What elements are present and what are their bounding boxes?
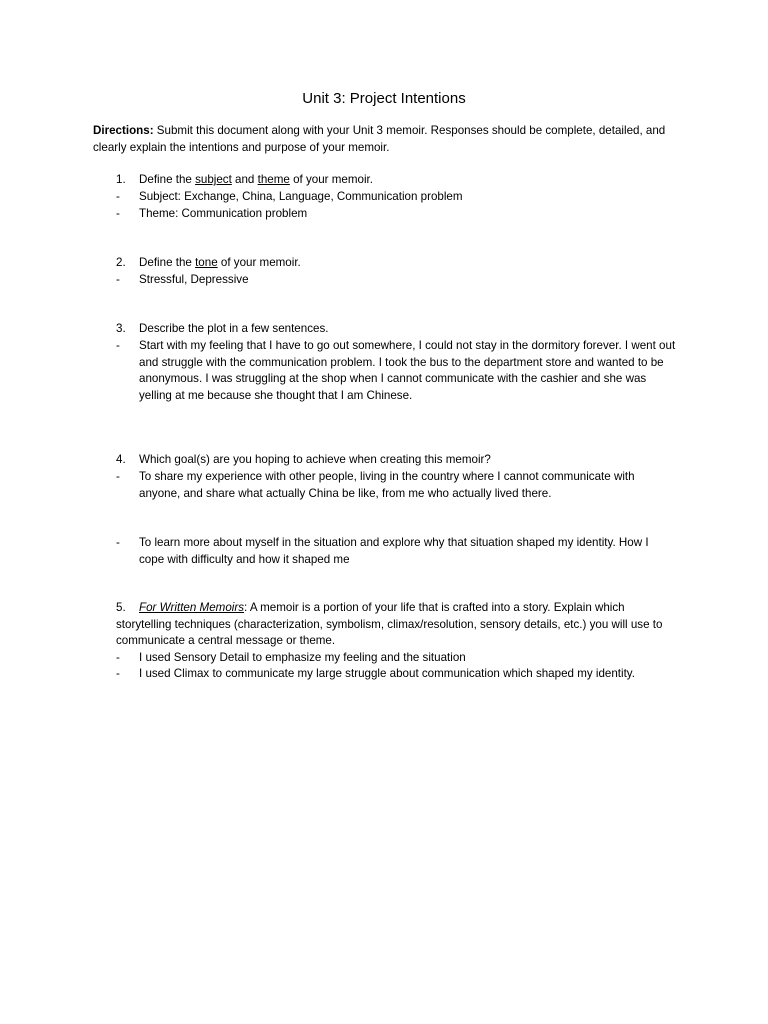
bullet-dash: - [116,536,120,549]
bullet-dash: - [116,470,120,483]
italic-label: For Written Memoirs [139,601,244,614]
question-text: of your memoir. [217,256,301,269]
answer-item [116,469,676,502]
bullet-dash: - [116,339,120,352]
question-text: Which goal(s) are you hoping to achieve when creating this memoir? [139,453,491,466]
answer-item [116,666,676,683]
question-text: of your memoir. [289,173,373,186]
question-text: and [231,173,258,186]
question-number: 5. [116,601,126,614]
answer-text: I used Climax to communicate my large struggle about communication which shaped my identity. [139,667,635,680]
question-number: 1. [116,173,126,186]
question-number: 4. [116,453,126,466]
question-number: 3. [116,322,126,335]
question-number: 2. [116,256,126,269]
question-text: A memoir is a portion of your life that is crafted into a story. Explain which storytelling techniques (characterization, symbolism, climax/resolution, sensory details, etc.) you will use to communicate a central message or theme. [116,601,663,648]
answer-text: Subject: Exchange, China, Language, Communication problem [139,190,463,203]
underlined-term-tone: tone [195,256,218,269]
underlined-term-theme: theme [257,173,290,186]
answer-item [116,535,676,568]
bullet-dash: - [116,190,120,203]
answer-text: I used Sensory Detail to emphasize my feeling and the situation [139,651,466,664]
answer-text: Stressful, Depressive [139,273,249,286]
bullet-dash: - [116,207,120,220]
question-4 [116,452,676,469]
page-title: Unit 3: Project Intentions [302,90,466,107]
question-text: : [244,601,248,614]
bullet-dash: - [116,651,120,664]
answer-item [116,189,676,206]
answer-item [116,206,676,223]
answer-text: To share my experience with other people, living in the country where I cannot communicate with anyone, and share what actually China be like, from me who actually lived there. [139,470,635,500]
answer-item [116,272,676,289]
bullet-dash: - [116,273,120,286]
question-2 [116,255,676,272]
directions-text: Submit this document along with your Unit 3 memoir. Responses should be complete, detailed, and clearly explain the intentions and purpose of your memoir. [93,124,666,154]
underlined-term-subject: subject [195,173,232,186]
answer-item [116,650,676,667]
question-3 [116,321,676,338]
question-text: Describe the plot in a few sentences. [139,322,329,335]
answer-text: To learn more about myself in the situation and explore why that situation shaped my identity. How I cope with difficulty and how it shaped me [139,536,649,566]
directions-label: Directions: [93,124,154,137]
answer-text: Theme: Communication problem [139,207,308,220]
question-text: Define the [139,173,196,186]
question-text: Define the [139,256,196,269]
question-5 [116,600,676,650]
bullet-dash: - [116,667,120,680]
answer-item [116,338,676,404]
answer-text: Start with my feeling that I have to go out somewhere, I could not stay in the dormitory forever. I went out and struggle with the communication problem. I took the bus to the department store and wanted to be anonymous. I was struggling at the shop when I cannot communicate with the cashier and she was yelling at me because she thought that I am Chinese. [139,339,676,402]
directions-paragraph [93,123,683,156]
question-1 [116,172,676,189]
